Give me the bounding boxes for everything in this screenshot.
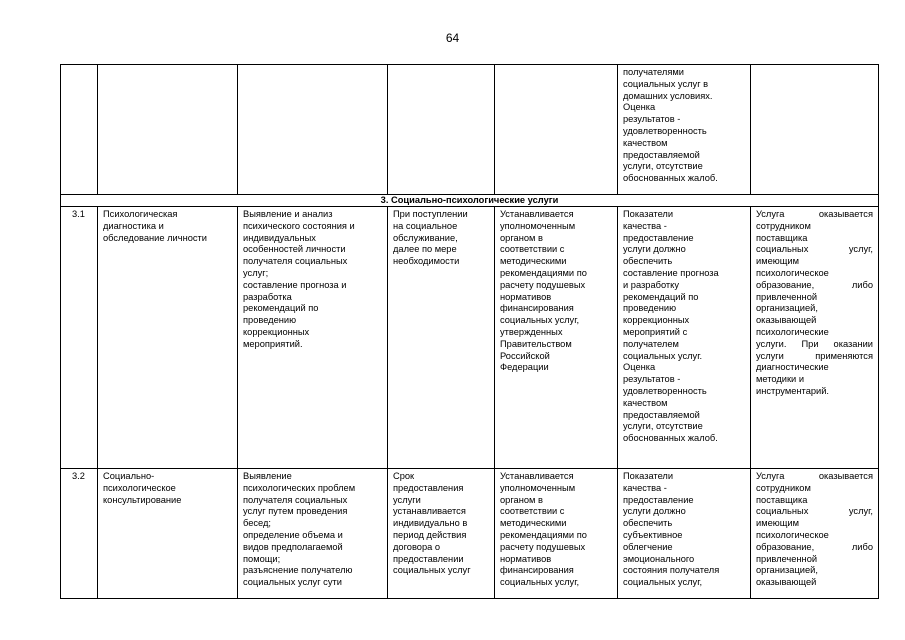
- cell-line: услуги должно: [623, 244, 686, 255]
- cell-quality: [618, 65, 751, 195]
- cell-line: качества -: [623, 220, 667, 231]
- cell-line: результатов -: [623, 114, 681, 125]
- cell-line: образование, либо: [756, 279, 873, 290]
- cell-term: [388, 207, 495, 469]
- cell-line: соответствии с: [500, 244, 565, 255]
- cell-line: эмоционального: [623, 553, 695, 564]
- cell-norm: [495, 207, 618, 469]
- cell-line: привлеченной: [756, 291, 818, 302]
- cell-norm: [495, 469, 618, 599]
- cell-line: социальных услуг: [393, 565, 471, 576]
- cell-line: социальных услуг,: [500, 577, 580, 588]
- cell-line: получателя социальных: [243, 494, 348, 505]
- cell-line: психологическое: [756, 267, 829, 278]
- cell-line: социальных услуг,: [500, 315, 580, 326]
- cell-line: сотрудником: [756, 220, 811, 231]
- cell-line: социальных услуг,: [756, 506, 873, 517]
- cell-line: социальных услуг,: [756, 244, 873, 255]
- cell-line: поставщика: [756, 494, 808, 505]
- cell-line: социальных услуг сути: [243, 577, 342, 588]
- cell-line: услуг;: [243, 267, 269, 278]
- cell-line: Социально-: [103, 471, 155, 481]
- cell-line: получателя социальных: [243, 256, 348, 267]
- cell-quality: [618, 207, 751, 469]
- cell-line: финансирования: [500, 303, 574, 314]
- cell-norm: [495, 65, 618, 195]
- cell-line: имеющим: [756, 518, 799, 529]
- cell-line: уполномоченным: [500, 220, 576, 231]
- cell-line: составление прогноза: [623, 267, 719, 278]
- cell-content: [238, 207, 388, 469]
- cell-line: предоставление: [623, 494, 694, 505]
- cell-line: методики и: [756, 374, 805, 385]
- cell-line: период действия: [393, 529, 467, 540]
- cell-content: [238, 65, 388, 195]
- cell-line: консультирование: [103, 494, 182, 505]
- cell-line: услуг путем проведения: [243, 506, 348, 517]
- cell-line: определение объема и: [243, 529, 343, 540]
- cell-line: Выявление и анализ: [243, 209, 333, 219]
- cell-line: социальных услуг в: [623, 78, 709, 89]
- cell-line: психологические: [756, 326, 829, 337]
- cell-line: инструментарий.: [756, 385, 830, 396]
- cell-line: Российской: [500, 350, 550, 361]
- cell-line: коррекционных: [623, 315, 690, 326]
- cell-line: диагностика и: [103, 220, 164, 231]
- cell-line: предоставляемой: [623, 409, 700, 420]
- cell-line: предоставление: [623, 232, 694, 243]
- cell-line: оказывающей: [756, 315, 817, 326]
- cell-line: услуги применяются: [756, 350, 873, 361]
- cell-line: мероприятий.: [243, 338, 303, 349]
- cell-term: [388, 65, 495, 195]
- cell-quality: [618, 469, 751, 599]
- cell-line: соответствии с: [500, 506, 565, 517]
- cell-line: устанавливается: [393, 506, 466, 517]
- cell-line: разработка: [243, 291, 292, 302]
- cell-line: психологических проблем: [243, 482, 356, 493]
- cell-line: составление прогноза и: [243, 279, 347, 290]
- cell-line: состояния получателя: [623, 565, 720, 576]
- table-row-continued: [61, 65, 879, 195]
- table-row: [61, 469, 879, 599]
- cell-line: психологическое: [103, 482, 176, 493]
- cell-line: индивидуально в: [393, 518, 468, 529]
- cell-line: проведению: [243, 315, 297, 326]
- cell-line: услуги. При оказании: [756, 338, 873, 349]
- cell-line: Оценка: [623, 102, 656, 113]
- cell-line: рекомендаций по: [623, 291, 699, 302]
- cell-line: привлеченной: [756, 553, 818, 564]
- cell-line: проведению: [623, 303, 677, 314]
- cell-line: видов предполагаемой: [243, 541, 343, 552]
- cell-conditions: [751, 469, 879, 599]
- cell-line: разъяснение получателю: [243, 565, 353, 576]
- cell-line: удовлетворенность: [623, 125, 707, 136]
- section-title: 3. Социально-психологические услуги: [61, 195, 879, 207]
- cell-line: договора о: [393, 541, 441, 552]
- cell-line: обеспечить: [623, 256, 673, 267]
- cell-line: имеющим: [756, 256, 799, 267]
- cell-line: При поступлении: [393, 209, 468, 219]
- cell-name: [98, 469, 238, 599]
- cell-num: 3.1: [61, 207, 98, 469]
- cell-name: [98, 65, 238, 195]
- cell-line: Выявление: [243, 471, 292, 481]
- cell-line: результатов -: [623, 374, 681, 385]
- cell-line: органом в: [500, 232, 543, 243]
- cell-line: нормативов: [500, 553, 552, 564]
- page-number: 64: [445, 31, 460, 45]
- cell-line: оказывающей: [756, 577, 817, 588]
- cell-line: мероприятий с: [623, 326, 688, 337]
- cell-line: бесед;: [243, 518, 272, 529]
- cell-line: Федерации: [500, 362, 549, 373]
- cell-line: облегчение: [623, 541, 673, 552]
- cell-line: обоснованных жалоб.: [623, 173, 718, 184]
- section-header-row: [61, 195, 879, 207]
- cell-conditions: [751, 65, 879, 195]
- cell-line: предоставляемой: [623, 149, 700, 160]
- cell-line: домашних условиях.: [623, 90, 713, 101]
- cell-line: помощи;: [243, 553, 281, 564]
- cell-line: получателем: [623, 338, 679, 349]
- cell-line: психического состояния и: [243, 220, 355, 231]
- cell-line: обоснованных жалоб.: [623, 433, 718, 444]
- cell-line: Показатели: [623, 209, 674, 219]
- cell-line: утвержденных: [500, 326, 563, 337]
- cell-line: услуги должно: [623, 506, 686, 517]
- services-table: [60, 64, 879, 599]
- cell-line: Оценка: [623, 362, 656, 373]
- cell-line: уполномоченным: [500, 482, 576, 493]
- cell-num: 3.2: [61, 469, 98, 599]
- cell-line: диагностические: [756, 362, 829, 373]
- cell-line: удовлетворенность: [623, 385, 707, 396]
- cell-line: Услуга оказывается: [756, 209, 873, 219]
- cell-line: организацией,: [756, 303, 818, 314]
- cell-line: методическими: [500, 518, 567, 529]
- cell-line: предоставления: [393, 482, 464, 493]
- cell-conditions: [751, 207, 879, 469]
- cell-term: [388, 469, 495, 599]
- cell-line: Срок: [393, 471, 415, 481]
- cell-line: предоставлении: [393, 553, 464, 564]
- cell-line: финансирования: [500, 565, 574, 576]
- cell-line: качеством: [623, 137, 668, 148]
- cell-line: образование, либо: [756, 541, 873, 552]
- cell-num: [61, 65, 98, 195]
- cell-line: качеством: [623, 397, 668, 408]
- cell-line: психологическое: [756, 529, 829, 540]
- cell-line: обслуживание,: [393, 232, 458, 243]
- cell-line: рекомендациями по: [500, 267, 587, 278]
- cell-line: социальных услуг.: [623, 350, 703, 361]
- cell-line: индивидуальных: [243, 232, 316, 243]
- cell-line: необходимости: [393, 256, 460, 267]
- cell-line: и разработку: [623, 279, 679, 290]
- cell-line: услуги, отсутствие: [623, 421, 703, 432]
- cell-line: социальных услуг,: [623, 577, 703, 588]
- cell-line: методическими: [500, 256, 567, 267]
- cell-line: Психологическая: [103, 209, 178, 219]
- cell-name: [98, 207, 238, 469]
- cell-line: Устанавливается: [500, 471, 574, 481]
- cell-line: услуги: [393, 494, 421, 505]
- cell-line: обеспечить: [623, 518, 673, 529]
- cell-line: расчету подушевых: [500, 279, 586, 290]
- cell-line: рекомендациями по: [500, 529, 587, 540]
- cell-line: Услуга оказывается: [756, 471, 873, 481]
- cell-line: коррекционных: [243, 326, 310, 337]
- cell-line: услуги, отсутствие: [623, 161, 703, 172]
- cell-line: Устанавливается: [500, 209, 574, 219]
- cell-line: качества -: [623, 482, 667, 493]
- table-row: [61, 207, 879, 469]
- cell-line: рекомендаций по: [243, 303, 319, 314]
- cell-line: органом в: [500, 494, 543, 505]
- cell-content: [238, 469, 388, 599]
- cell-line: на социальное: [393, 220, 458, 231]
- cell-line: Правительством: [500, 338, 572, 349]
- cell-line: поставщика: [756, 232, 808, 243]
- cell-line: сотрудником: [756, 482, 811, 493]
- cell-line: расчету подушевых: [500, 541, 586, 552]
- cell-line: нормативов: [500, 291, 552, 302]
- cell-line: обследование личности: [103, 232, 207, 243]
- cell-line: Показатели: [623, 471, 674, 481]
- cell-line: субъективное: [623, 529, 683, 540]
- cell-line: организацией,: [756, 565, 818, 576]
- cell-line: далее по мере: [393, 244, 457, 255]
- cell-line: получателями: [623, 67, 684, 77]
- cell-line: особенностей личности: [243, 244, 346, 255]
